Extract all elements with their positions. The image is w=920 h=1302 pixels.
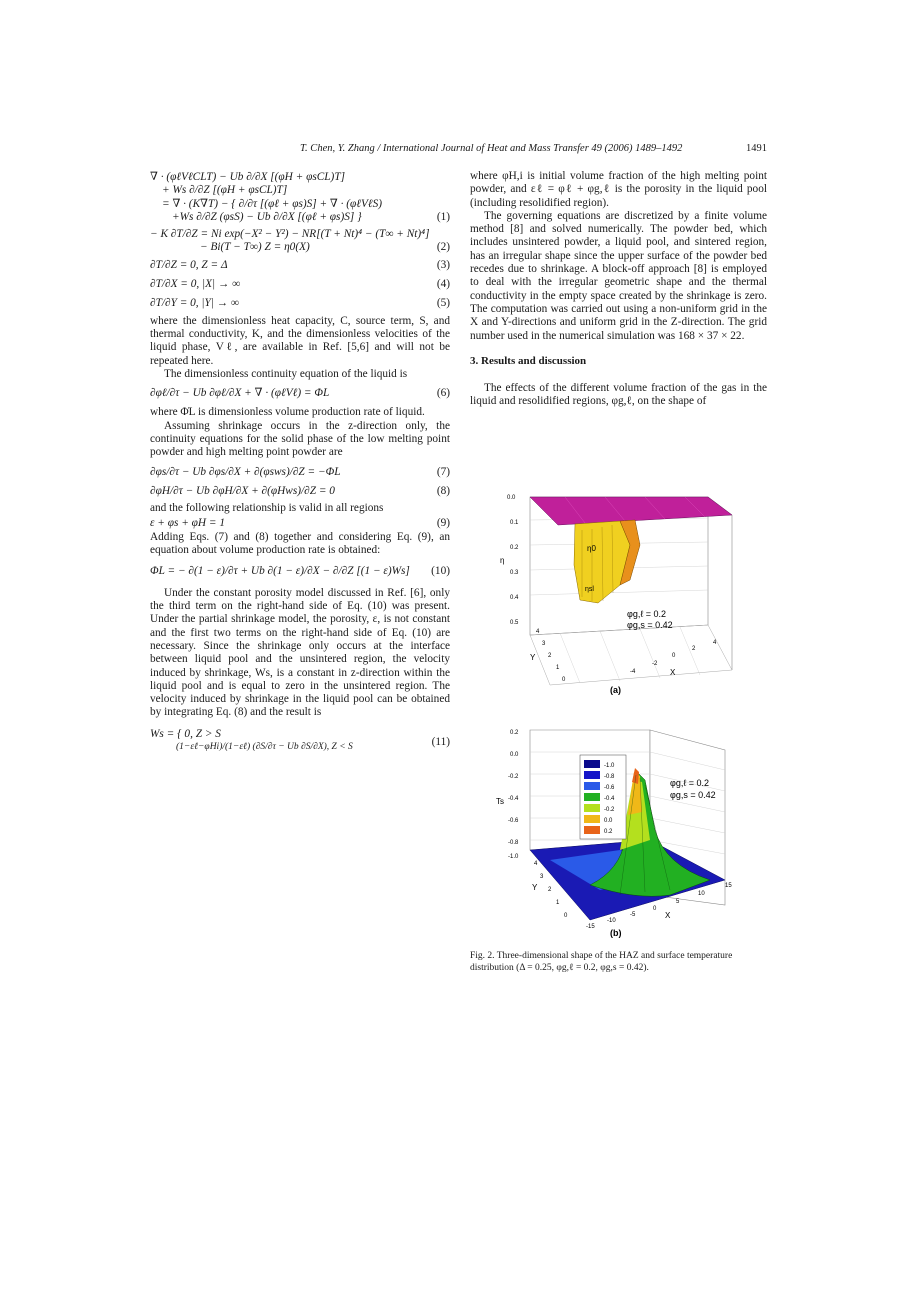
eq2-line1: − K ∂T/∂Z = Ni exp(−X² − Y²) − NR[(T + Nt)⁴ − (T∞ + Nt)⁴] (150, 228, 430, 241)
eq11-line1: Ws = { 0, Z > S (150, 727, 221, 740)
legend-swatch (584, 804, 600, 812)
eq1-number: (1) (436, 210, 450, 223)
annotation-phi-gl: φg,ℓ = 0.2 (627, 609, 667, 619)
x-axis-label: X (665, 911, 671, 920)
x-tick: 0 (653, 906, 657, 912)
y-tick: 3 (542, 641, 546, 647)
annotation-phi-gs: φg,s = 0.42 (627, 620, 673, 630)
legend-swatch (584, 771, 600, 779)
eta-tick: 0.1 (510, 520, 519, 526)
t-tick: -0.6 (508, 818, 519, 824)
eq10-number: (10) (431, 565, 450, 578)
paragraph: Under the constant porosity model discussed in Ref. [6], only the third term on the right-hand side of Eq. (10) was present. Under the partial shrinkage model, the porosity, ε, is not constant and the first two terms on the right-hand side of Eq. (10) are necessary. Since the shrinkage only occurs at the interface between liquid pool and the unsintered region, the velocity induced by shrinkage, Ws, is a constant in z-direction within the liquid pool and is equal to zero in the unsintered region. The velocity induced by shrinkage in the liquid pool can be obtained by integrating Eq. (8) and the result is (150, 586, 450, 719)
figure-2b (470, 720, 767, 938)
paragraph: where the dimensionless heat capacity, C, source term, S, and thermal conductivity, K, and the dimensionless velocities of the liquid phase, Vℓ, are available in Ref. [5,6] and will not be repeated here. (150, 314, 450, 367)
y-tick: 1 (556, 665, 560, 671)
eta-tick: 0.4 (510, 595, 519, 601)
legend-label: 0.2 (604, 829, 613, 835)
paragraph: The effects of the different volume fraction of the gas in the liquid and resolidified regions, φg,ℓ, on the shape of (470, 382, 767, 408)
paragraph: where Φ̇L is dimensionless volume production rate of liquid. (150, 406, 425, 419)
legend-label: -0.6 (604, 785, 615, 791)
equation-3: ∂T/∂Z = 0, Z = Δ (150, 258, 228, 271)
x-tick: 5 (676, 899, 680, 905)
eq1-line2: + Ws ∂/∂Z [(φH + φsCL)T] (162, 184, 288, 197)
eq5-number: (5) (436, 297, 450, 310)
eq7-number: (7) (436, 465, 450, 478)
equation-7: ∂φs/∂τ − Ub ∂φs/∂X + ∂(φsws)/∂Z = −Φ̇L (150, 465, 341, 478)
t-tick: -0.2 (508, 774, 519, 780)
eq8-number: (8) (436, 484, 450, 497)
paragraph: where φH,i is initial volume fraction of the high melting point powder, and εℓ = φℓ + φg,ℓ is the porosity in the liquid pool (including resolidified region). (470, 170, 767, 209)
page-number: 1491 (746, 143, 767, 154)
paragraph: The governing equations are discretized by a finite volume method [8] and solved numerically. The powder bed, which includes unsintered powder, a liquid pool, and sintered region, has an irregular shape since the upper surface of the powder bed recedes due to shrinkage. A block-off approach [8] is employed to deal with the irregular geometric shape and the thermal conductivity in the empty space created by the shrinkage is zero. The computation was carried out using a non-uniform grid in the X and Y-directions and uniform grid in the Z-direction. The grid number used in the numerical simulation was 168 × 37 × 22. (470, 209, 767, 342)
y-tick: 0 (562, 677, 566, 683)
eq1-line4: +Ws ∂/∂Z (φsS) − Ub ∂/∂X [(φℓ + φs)S] } (172, 210, 362, 223)
equation-10: Φ̇L = − ∂(1 − ε)/∂τ + Ub ∂(1 − ε)/∂X − ∂/∂Z [(1 − ε)Ws] (150, 565, 410, 578)
x-axis-label: X (670, 668, 676, 677)
eq4-number: (4) (436, 278, 450, 291)
y-tick: 2 (548, 653, 552, 659)
legend-swatch (584, 815, 600, 823)
annotation-phi-gs: φg,s = 0.42 (670, 790, 716, 800)
right-column (470, 170, 767, 409)
y-tick: 2 (548, 887, 552, 893)
t-tick: -0.8 (508, 840, 519, 846)
eq6-number: (6) (436, 387, 450, 400)
equation-5: ∂T/∂Y = 0, |Y| → ∞ (150, 297, 239, 310)
legend-label: 0.0 (604, 818, 613, 824)
legend-label: -0.2 (604, 807, 615, 813)
equation-4: ∂T/∂X = 0, |X| → ∞ (150, 278, 241, 291)
y-tick: 1 (556, 900, 560, 906)
x-tick: 0 (672, 653, 676, 659)
y-tick: 4 (536, 629, 540, 635)
left-column (150, 170, 450, 755)
t-tick: 0.2 (510, 730, 519, 736)
section-heading: 3. Results and discussion (470, 354, 587, 367)
x-tick: -2 (652, 661, 658, 667)
equation-6: ∂φℓ/∂τ − Ub ∂φℓ/∂X + ∇ · (φℓVℓ) = Φ̇L (150, 387, 330, 400)
y-axis-label: Y (530, 653, 536, 662)
panel-label-a: (a) (610, 685, 621, 695)
paragraph: Adding Eqs. (7) and (8) together and considering Eq. (9), an equation about volume production rate is obtained: (150, 530, 450, 557)
legend-swatch (584, 782, 600, 790)
y-tick: 3 (540, 874, 544, 880)
annotation-phi-gl: φg,ℓ = 0.2 (670, 778, 710, 788)
equation-11 (150, 728, 450, 755)
x-tick: -4 (630, 669, 636, 675)
eta-axis-label: η (500, 556, 505, 565)
eq1-line1: ∇ · (φℓVℓCLT) − Ub ∂/∂X [(φH + φsCL)T] (150, 171, 345, 183)
eta0-label: η0 (587, 544, 596, 553)
x-tick: -5 (630, 912, 636, 918)
eta-tick: 0.5 (510, 620, 519, 626)
legend-label: -0.8 (604, 774, 615, 780)
paragraph: and the following relationship is valid in all regions (150, 502, 384, 515)
equation-2 (150, 228, 450, 255)
t-tick: -1.0 (508, 854, 519, 860)
eq11-line2: (1−εℓ−φHi)/(1−εℓ) (∂S/∂τ − Ub ∂S/∂X), Z < S (176, 741, 353, 752)
paragraph: The dimensionless continuity equation of the liquid is (164, 367, 408, 380)
x-tick: 10 (698, 891, 705, 897)
eq3-number: (3) (436, 258, 450, 271)
x-tick: -10 (607, 918, 616, 924)
t-tick: -0.4 (508, 796, 519, 802)
x-tick: -15 (586, 924, 595, 930)
etasl-label: ηsl (585, 586, 594, 593)
panel-label-b: (b) (610, 928, 622, 938)
y-tick: 0 (564, 913, 568, 919)
eq2-line2: − Bi(T − T∞) Z = η0(X) (200, 241, 310, 254)
x-tick: 2 (692, 646, 696, 652)
legend-swatch (584, 826, 600, 834)
figure-caption: Fig. 2. Three-dimensional shape of the HAZ and surface temperature distribution (Δ = 0.25, φg,ℓ = 0.2, φg,s = 0.42). (470, 951, 733, 973)
eta-tick: 0.0 (507, 495, 516, 501)
paragraph: Assuming shrinkage occurs in the z-direction only, the continuity equations for the solid phase of the low melting point powder and high melting point powder are (150, 419, 450, 459)
eq9-number: (9) (436, 516, 450, 529)
legend-label: -0.4 (604, 796, 615, 802)
equation-1 (150, 171, 450, 224)
equation-9: ε + φs + φH = 1 (150, 516, 225, 529)
t-tick: 0.0 (510, 752, 519, 758)
eq11-number: (11) (431, 735, 450, 748)
x-tick: 15 (725, 883, 732, 889)
eta-tick: 0.3 (510, 570, 519, 576)
legend-label: -1.0 (604, 763, 615, 769)
x-tick: 4 (713, 640, 717, 646)
journal-citation: T. Chen, Y. Zhang / International Journal of Heat and Mass Transfer 49 (2006) 1489–1492 (300, 143, 683, 154)
t-axis-label: Ts (496, 797, 504, 806)
y-axis-label: Y (532, 883, 538, 892)
eq1-line3: = ∇ · (K∇T) − { ∂/∂τ [(φℓ + φs)S] + ∇ · (φℓVℓS) (162, 197, 383, 210)
figure-2a (470, 485, 767, 700)
legend-swatch (584, 760, 600, 768)
eta-tick: 0.2 (510, 545, 519, 551)
legend-swatch (584, 793, 600, 801)
equation-8: ∂φH/∂τ − Ub ∂φH/∂X + ∂(φHws)/∂Z = 0 (150, 484, 335, 497)
eq2-number: (2) (436, 241, 450, 254)
y-tick: 4 (534, 861, 538, 867)
